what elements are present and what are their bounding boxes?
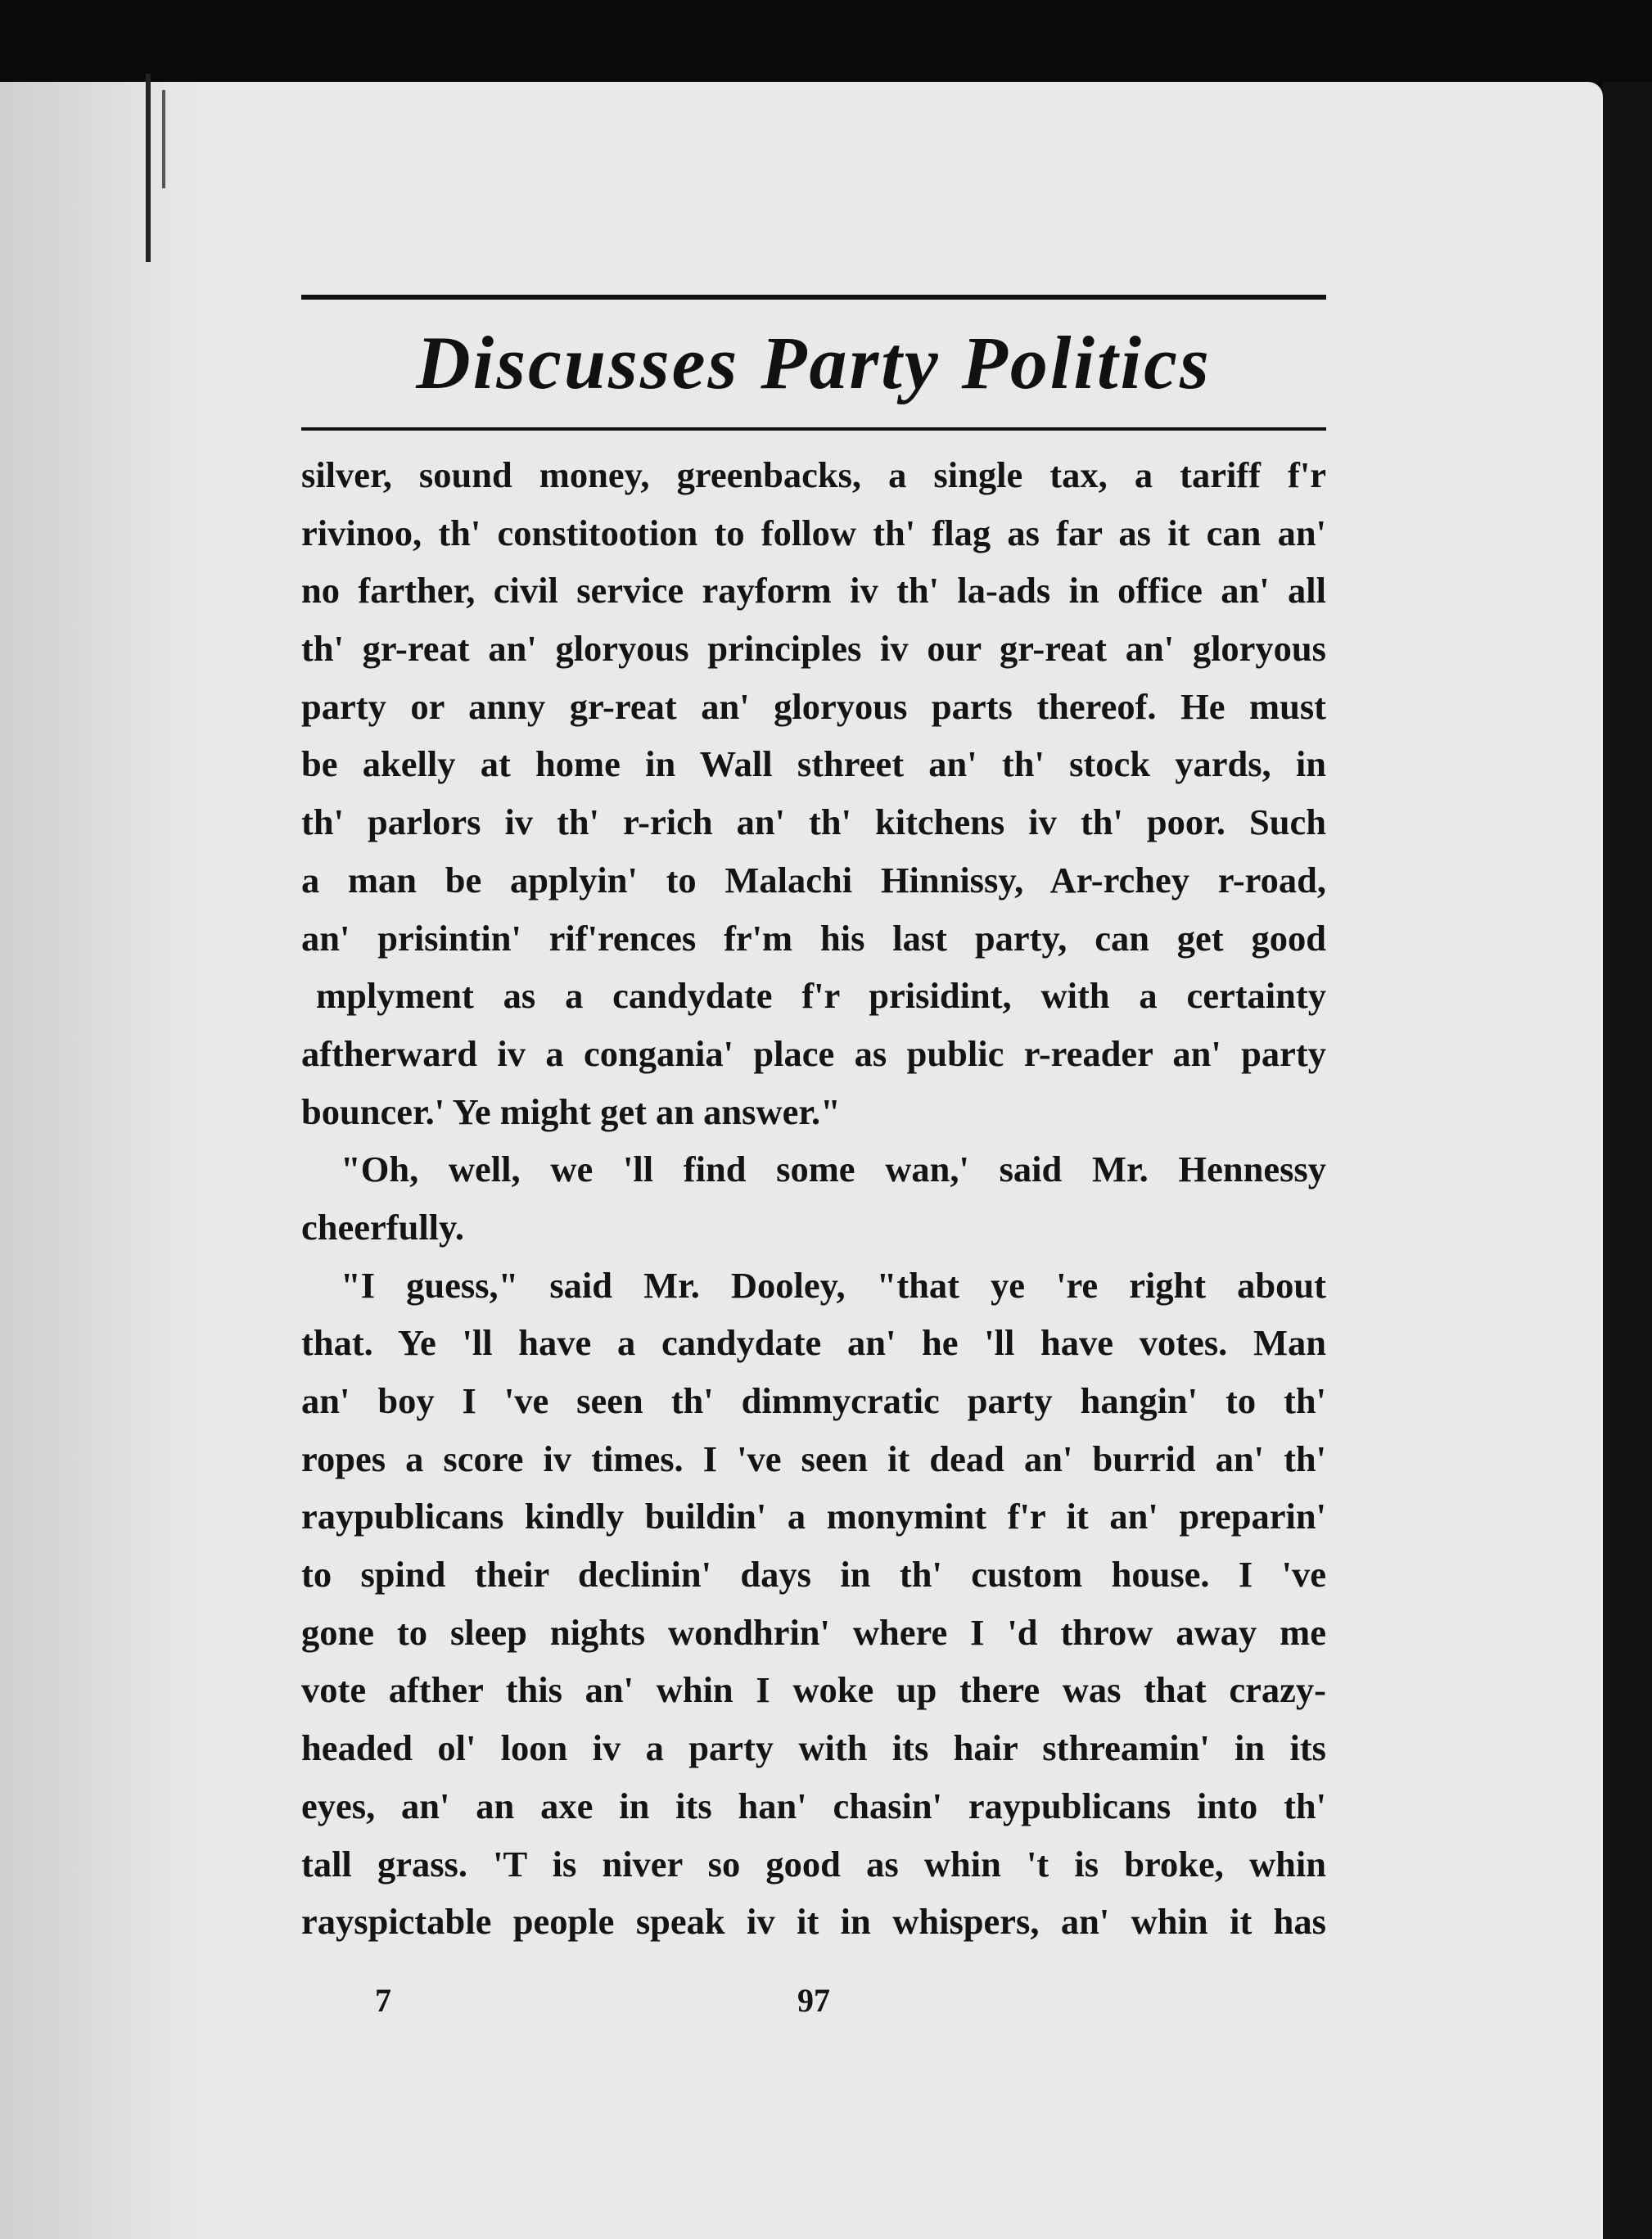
header-rule-top — [301, 295, 1326, 300]
text-line: an' prisintin' rif'rences fr'm his last party, can get good — [301, 917, 1326, 959]
text-line: silver, sound money, greenbacks, a single tax, a tariff f'r — [301, 454, 1326, 495]
text-line: to spind their declinin' days in th' custom house. I 've — [301, 1554, 1326, 1596]
text-line: "Oh, well, we 'll find some wan,' said Mr. Hennessy — [341, 1149, 1326, 1190]
text-line: raypublicans kindly buildin' a monymint f'r it an' preparin' — [301, 1496, 1326, 1537]
page-number: 97 — [797, 1982, 830, 2019]
text-line: no farther, civil service rayform iv th' la-ads in office an' all — [301, 570, 1326, 612]
text-line: an' boy I 've seen th' dimmycratic party hangin' to th' — [301, 1380, 1326, 1421]
page-footer — [301, 1981, 1326, 2030]
scan-border-right — [1603, 82, 1652, 2239]
page-gutter — [0, 82, 213, 2239]
text-line: rayspictable people speak iv it in whispers, an' whin it has — [301, 1901, 1326, 1943]
text-line: headed ol' loon iv a party with its hair sthreamin' in its — [301, 1727, 1326, 1769]
text-line: tall grass. 'T is niver so good as whin 't is broke, whin — [301, 1843, 1326, 1885]
text-line: that. Ye 'll have a candydate an' he 'll have votes. Man — [301, 1322, 1326, 1364]
text-line: gone to sleep nights wondhrin' where I 'd throw away me — [301, 1611, 1326, 1653]
text-line: party or anny gr-reat an' gloryous parts thereof. He must — [301, 685, 1326, 727]
text-line: mplyment as a candydate f'r prisidint, with a certainty — [316, 975, 1326, 1017]
text-line: "I guess," said Mr. Dooley, "that ye 're right about — [341, 1264, 1326, 1306]
gutter-line — [162, 90, 165, 188]
text-line: a man be applyin' to Malachi Hinnissy, Ar-rchey r-road, — [301, 859, 1326, 901]
gutter-line — [146, 74, 151, 262]
body-text — [301, 446, 1326, 1951]
text-line: aftherward iv a congania' place as public r-reader an' party — [301, 1032, 1326, 1074]
text-line: be akelly at home in Wall sthreet an' th' stock yards, in — [301, 743, 1326, 785]
text-line: cheerfully. — [301, 1206, 464, 1248]
text-line: th' parlors iv th' r-rich an' th' kitchens iv th' poor. Such — [301, 801, 1326, 843]
text-line: eyes, an' an axe in its han' chasin' raypublicans into th' — [301, 1785, 1326, 1826]
text-line: bouncer.' Ye might get an answer." — [301, 1090, 841, 1132]
text-line: rivinoo, th' constitootion to follow th' flag as far as it can an' — [301, 512, 1326, 553]
text-line: ropes a score iv times. I 've seen it dead an' burrid an' th' — [301, 1438, 1326, 1479]
scan-border-top — [0, 0, 1652, 90]
text-line: th' gr-reat an' gloryous principles iv our gr-reat an' gloryous — [301, 628, 1326, 670]
text-line: vote afther this an' whin I woke up there was that crazy- — [301, 1669, 1326, 1711]
header-rule-bottom — [301, 427, 1326, 431]
running-head: Discusses Party Politics — [416, 321, 1212, 404]
signature-mark: 7 — [375, 1982, 391, 2019]
